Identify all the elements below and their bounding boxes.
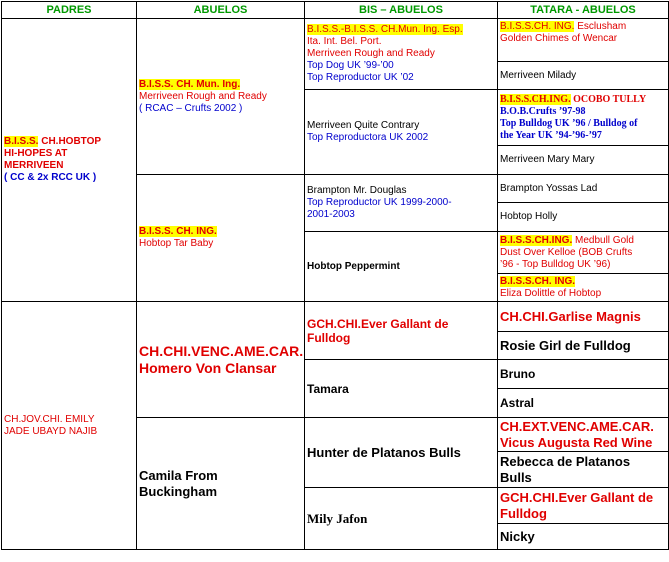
gggp9-name: CH.CHI.Garlise Magnis [500,308,641,324]
ggp6-cell [305,360,498,418]
gggp8-name: Eliza Dolittle of Hobtop [500,287,602,299]
sire-name-line2: HI-HOPES AT [4,148,68,159]
gggp3-note2: Top Bulldog UK ’96 / Bulldog of [500,117,638,129]
gggp16-cell [498,524,669,550]
gggp13-line1: CH.EXT.VENC.AME.CAR. [500,418,654,434]
gggp1-line2: Golden Chimes of Wencar [500,33,618,44]
gp2-name: Hobtop Tar Baby [139,238,214,249]
header-row [2,2,669,19]
gggp7-rest: Medbull Gold [572,234,634,246]
ggp6-name: Tamara [307,381,349,396]
gggp15-cell [498,488,669,524]
ggp5-line1: GCH.CHI.Ever Gallant de [307,316,449,331]
gggp4-name: Merriveen Mary Mary [500,154,595,165]
ggp3-name: Brampton Mr. Douglas [307,185,407,196]
sire-note: ( CC & 2x RCC UK ) [4,172,97,183]
header-abuelos: ABUELOS [137,2,305,19]
pedigree-table [1,1,669,550]
ggp8-name: Mily Jafon [307,510,368,526]
gggp2-name: Merriveen Milady [500,69,577,81]
sire-name-line3: MERRIVEEN [4,160,64,171]
ggp8-cell [305,488,498,550]
gggp15-line1: GCH.CHI.Ever Gallant de [500,489,654,505]
gggp12-name: Astral [500,396,535,410]
sire-name-line1: CH.HOBTOP [38,136,102,147]
gggp1-title: B.I.S.S.CH. ING. [500,21,575,32]
gp1-title: B.I.S.S. CH. Mun. Ing. [139,78,241,90]
ggp1-note2: Top Reproductor UK ’02 [307,72,414,83]
gggp3-rest: OCOBO TULLY [570,93,647,105]
gp1-name: Merriveen Rough and Ready [139,90,267,102]
gggp1-cell [498,19,669,62]
gggp7-cell [498,232,669,274]
gggp5-name: Brampton Yossas Lad [500,182,598,194]
gggp13-cell [498,418,669,452]
gggp8-cell [498,274,669,302]
gggp11-cell [498,360,669,389]
gp3-line2: Homero Von Clansar [139,359,277,376]
grandparent-1-cell [137,19,305,175]
header-bis-abuelos: BIS – ABUELOS [305,2,498,19]
ggp7-cell [305,418,498,488]
dam-line2: JADE UBAYD NAJIB [4,425,98,437]
ggp2-note: Top Reproductora UK 2002 [307,132,429,143]
gp3-line1: CH.CHI.VENC.AME.CAR. [139,342,304,359]
gggp10-name: Rosie Girl de Fulldog [500,337,631,353]
gggp16-name: Nicky [500,528,535,544]
gggp3-note3: the Year UK ’94-’96-’97 [500,129,602,141]
gggp6-cell [498,203,669,232]
ggp1-line2: Ita. Int. Bel. Port. [307,36,382,47]
gggp3-title: B.I.S.S.CH.ING. [500,93,571,105]
dam-line1: CH.JOV.CHI. EMILY [4,413,95,425]
ggp3-note2: 2001-2003 [307,209,355,220]
header-tatara-abuelos: TATARA - ABUELOS [498,2,669,19]
gggp9-cell [498,302,669,332]
gp1-note: ( RCAC – Crufts 2002 ) [139,102,243,114]
gggp12-cell [498,389,669,418]
ggp1-name: Merriveen Rough and Ready [307,48,435,59]
gggp14-cell [498,452,669,488]
grandparent-4-cell [137,418,305,550]
ggp4-cell [305,232,498,302]
gggp2-cell [498,62,669,90]
gggp14-line1: Rebecca de Platanos [500,453,631,469]
gggp4-cell [498,146,669,175]
header-padres: PADRES [2,2,137,19]
ggp5-line2: Fulldog [307,330,351,345]
ggp3-note1: Top Reproductor UK 1999-2000- [307,197,452,208]
gggp11-name: Bruno [500,367,536,381]
gggp5-cell [498,175,669,203]
gggp6-name: Hobtop Holly [500,211,558,222]
ggp4-name: Hobtop Peppermint [307,260,400,272]
sire-title: B.I.S.S. [4,136,39,147]
gp2-title: B.I.S.S. CH. ING. [139,226,217,237]
gggp1-rest: Esclusham [574,21,627,32]
gggp10-cell [498,332,669,360]
gggp7-line3: ’96 - Top Bulldog UK ’96) [500,258,611,270]
ggp1-cell [305,19,498,90]
gp4-line1: Camila From [139,467,218,483]
gp4-line2: Buckingham [139,483,218,499]
gggp7-title: B.I.S.S.CH.ING. [500,234,573,246]
ggp7-name: Hunter de Platanos Bulls [307,444,461,460]
gggp3-cell [498,90,669,146]
gggp13-line2: Vicus Augusta Red Wine [500,434,653,450]
ggp3-cell [305,175,498,232]
gggp15-line2: Fulldog [500,505,547,521]
gggp8-title: B.I.S.S.CH. ING. [500,275,576,287]
ggp1-note1: Top Dog UK ’99-’00 [307,60,394,71]
dam-cell [2,302,137,550]
gggp7-line2: Dust Over Kelloe (BOB Crufts [500,246,633,258]
ggp1-title: B.I.S.S.-B.I.S.S. CH.Mun. Ing. Esp. [307,24,463,35]
grandparent-3-cell [137,302,305,418]
ggp5-cell [305,302,498,360]
grandparent-2-cell [137,175,305,302]
ggp2-cell [305,90,498,175]
gggp3-note1: B.O.B.Crufts ’97-98 [500,105,586,117]
ggp2-name: Merriveen Quite Contrary [307,120,420,131]
gggp14-line2: Bulls [500,469,532,485]
sire-cell [2,19,137,302]
